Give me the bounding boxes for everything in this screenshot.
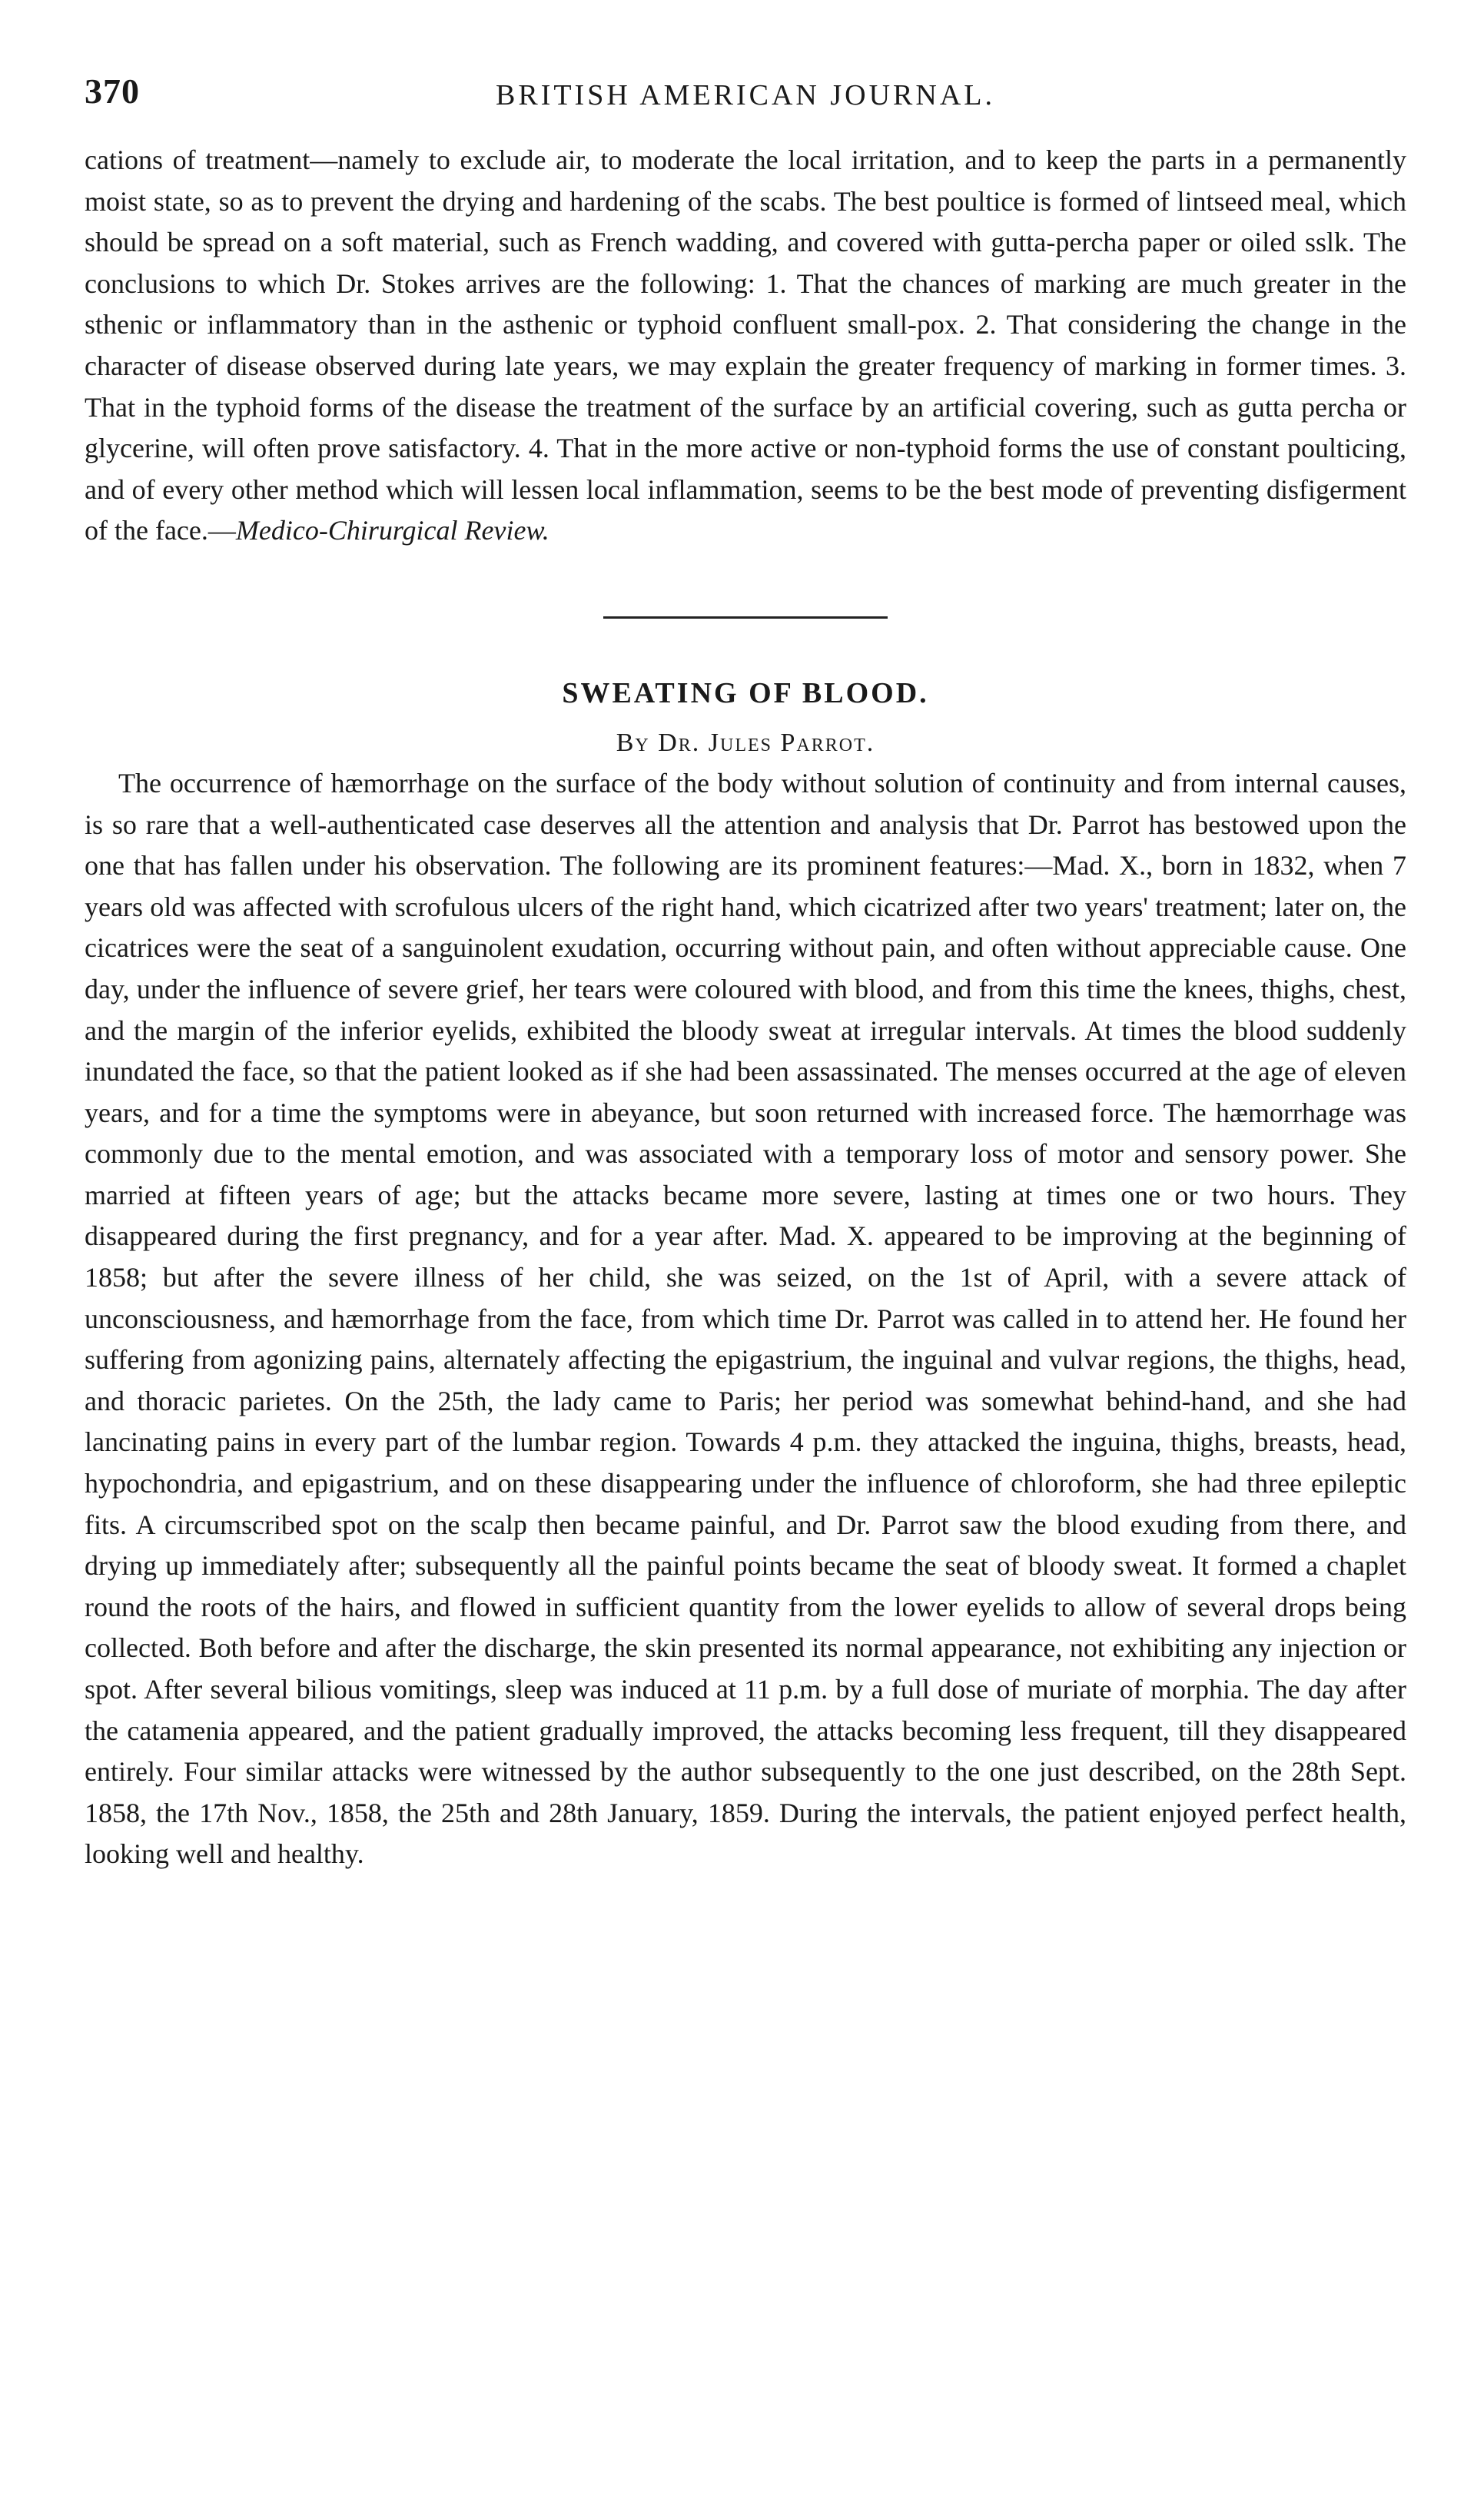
running-head	[85, 61, 1406, 131]
page-number: 370	[85, 71, 140, 111]
article-title: SWEATING OF BLOOD.	[562, 676, 929, 709]
journal-title: BRITISH AMERICAN JOURNAL.	[496, 79, 995, 111]
journal-page	[85, 61, 1406, 1875]
section-divider	[603, 616, 888, 619]
intro-paragraph	[85, 140, 1406, 552]
intro-paragraph-text: cations of treatment—namely to exclude air, to moderate the local irritation, and to keep the parts in a permanently moist state, so as to prevent the drying and hardening of the scabs. The best poultice is formed of lintseed meal, which should be spread on a soft material, such as French wadding, and covered with gutta-percha paper or oiled sslk. The conclusions to which Dr. Stokes arrives are the following: 1. That the chances of marking are much greater in the sthenic or inflammatory than in the asthenic or typhoid confluent small-pox. 2. That considering the change in the character of disease observed during late years, we may explain the greater frequency of marking in former times. 3. That in the typhoid forms of the disease the treatment of the surface by an artificial covering, such as gutta percha or glycerine, will often prove satisfactory. 4. That in the more active or non-typhoid forms the use of constant poulticing, and of every other method which will lessen local inflammation, seems to be the best mode of preventing disfigerment of the face.—	[85, 144, 1406, 546]
article-byline: By Dr. Jules Parrot.	[616, 728, 875, 757]
article-body: The occurrence of hæmorrhage on the surface of the body without solution of continuity and from internal causes, is so rare that a well-authenticated case deserves all the attention and analysis that Dr. Parrot has bestowed upon the one that has fallen under his observation. The following are its prominent features:—Mad. X., born in 1832, when 7 years old was affected with scrofulous ulcers of the right hand, which cicatrized after two years' treatment; later on, the cicatrices were the seat of a sanguinolent exudation, occurring without pain, and often without appreciable cause. One day, under the influence of severe grief, her tears were coloured with blood, and from this time the knees, thighs, chest, and the margin of the inferior eyelids, exhibited the bloody sweat at irregular intervals. At times the blood suddenly inundated the face, so that the patient looked as if she had been assassinated. The menses occurred at the age of eleven years, and for a time the symptoms were in abeyance, but soon returned with increased force. The hæmorrhage was commonly due to the mental emotion, and was associated with a temporary loss of motor and sensory power. She married at fifteen years of age; but the attacks became more severe, lasting at times one or two hours. They disappeared during the first pregnancy, and for a year after. Mad. X. appeared to be improving at the beginning of 1858; but after the severe illness of her child, she was seized, on the 1st of April, with a severe attack of unconsciousness, and hæmorrhage from the face, from which time Dr. Parrot was called in to attend her. He found her suffering from agonizing pains, alternately affecting the epigastrium, the inguinal and vulvar regions, the thighs, head, and thoracic parietes. On the 25th, the lady came to Paris; her period was somewhat behind-hand, and she had lancinating pains in every part of the lumbar region. Towards 4 p.m. they attacked the inguina, thighs, breasts, head, hypochondria, and epigastrium, and on these disappearing under the influence of chloroform, she had three epileptic fits. A circumscribed spot on the scalp then became painful, and Dr. Parrot saw the blood exuding from there, and drying up immediately after; subsequently all the painful points became the seat of bloody sweat. It formed a chaplet round the roots of the hairs, and flowed in sufficient quantity from the lower eyelids to allow of several drops being collected. Both before and after the discharge, the skin presented its normal appearance, not exhibiting any injection or spot. After several bilious vomitings, sleep was induced at 11 p.m. by a full dose of muriate of morphia. The day after the catamenia appeared, and the patient gradually improved, the attacks becoming less frequent, till they disappeared entirely. Four similar attacks were witnessed by the author subsequently to the one just described, on the 28th Sept. 1858, the 17th Nov., 1858, the 25th and 28th January, 1859. During the intervals, the patient enjoyed perfect health, looking well and healthy.	[85, 767, 1406, 1870]
citation-source: Medico-Chirurgical Review.	[235, 515, 549, 546]
